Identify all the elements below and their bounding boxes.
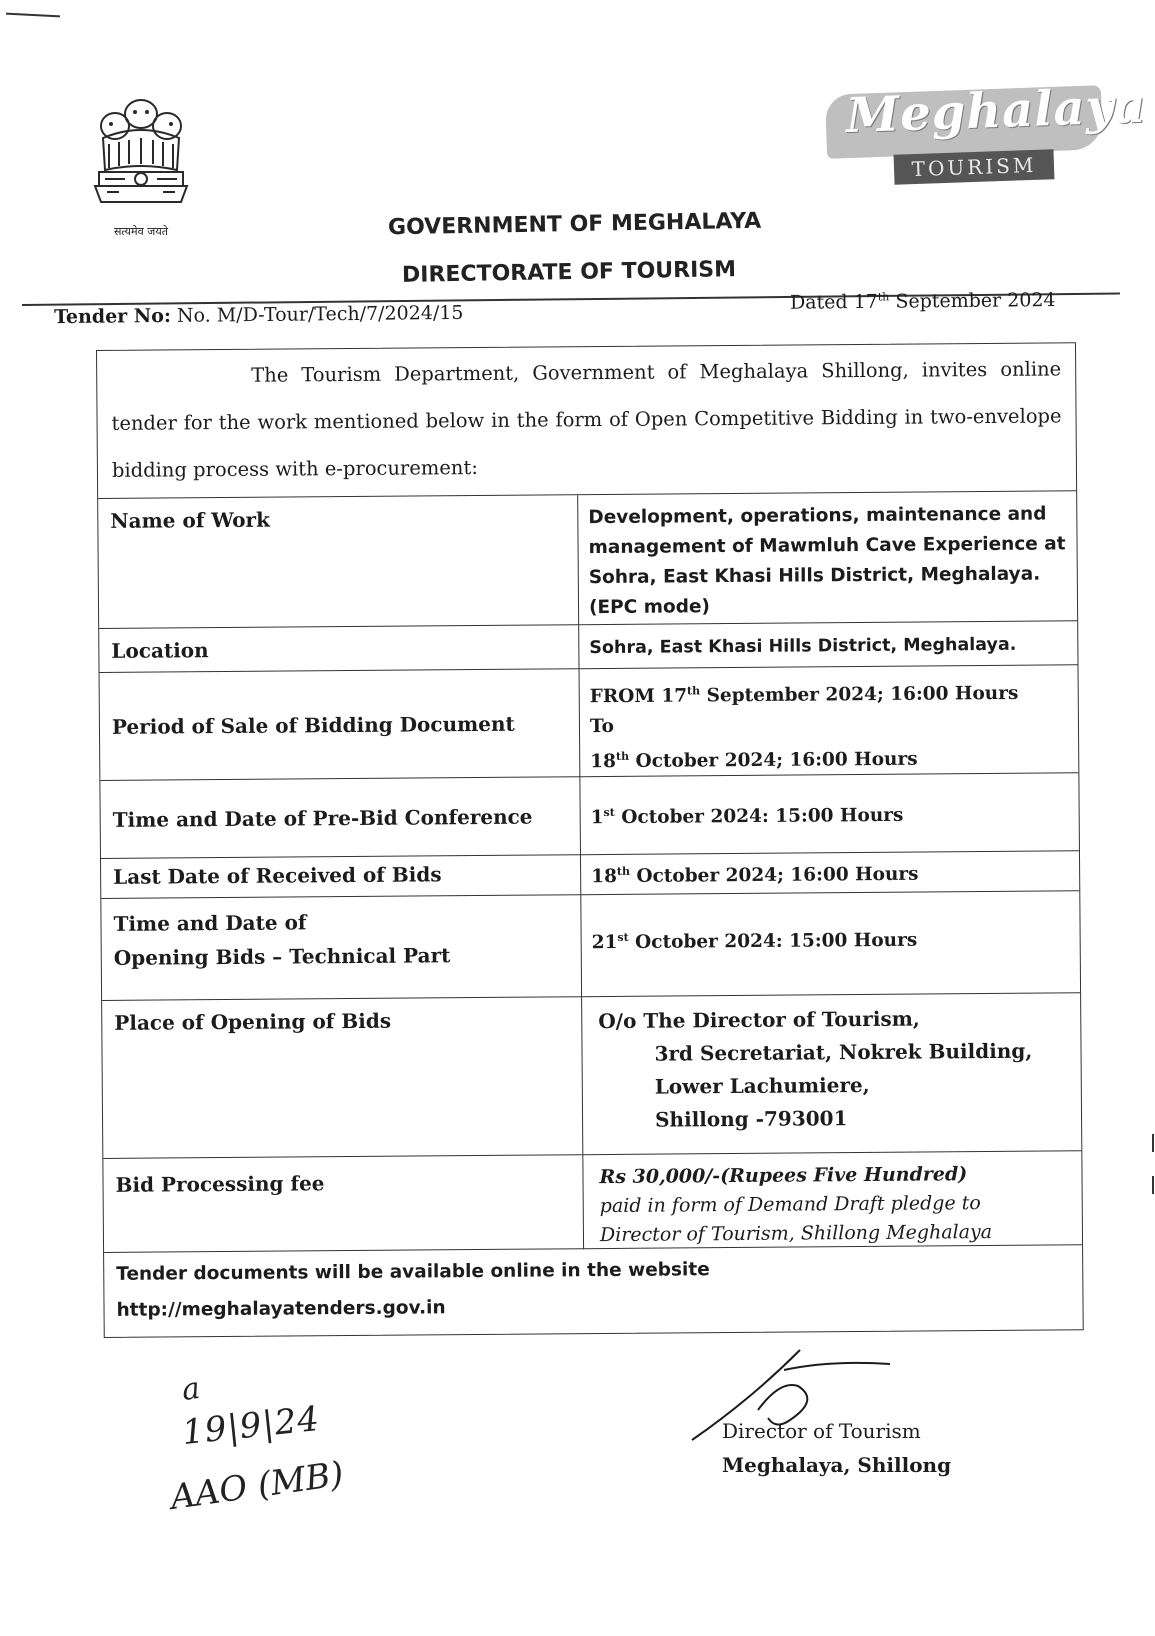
handwritten-initial: a bbox=[179, 1370, 203, 1409]
footer-note bbox=[104, 1245, 1083, 1337]
opening-label-1: Time and Date of bbox=[113, 910, 307, 936]
sale-to: To bbox=[589, 716, 615, 738]
sale-from-a: FROM 17 bbox=[589, 685, 688, 708]
signature-designation: Director of Tourism bbox=[722, 1419, 921, 1443]
tender-no-value: No. M/D-Tour/Tech/7/2024/15 bbox=[176, 301, 464, 327]
row-value-sale bbox=[580, 665, 1079, 777]
scan-mark bbox=[6, 13, 60, 18]
directorate-heading: DIRECTORATE OF TOURISM bbox=[401, 257, 737, 288]
fee-line-2: paid in form of Demand Draft pledge to bbox=[599, 1192, 981, 1218]
place-line-1: O/o The Director of Tourism, bbox=[598, 1006, 920, 1034]
row-value-work: Development, operations, maintenance and management of Mawmluh Cave Experience at Sohra, East Khasi Hills District, Meghalaya.(EPC mode) bbox=[578, 491, 1077, 625]
handwritten-annotation bbox=[160, 1370, 360, 1530]
prebid-b: October 2024: 15:00 Hours bbox=[614, 804, 904, 829]
prebid-sup: st bbox=[603, 805, 615, 819]
sale-until bbox=[590, 739, 1068, 778]
row-label-opening bbox=[101, 895, 582, 1001]
sale-until-b: October 2024; 16:00 Hours bbox=[629, 748, 918, 773]
row-label-fee: Bid Processing fee bbox=[103, 1155, 584, 1253]
lion-capital-icon bbox=[85, 92, 197, 220]
opening-sup: st bbox=[617, 930, 629, 944]
row-label-location: Location bbox=[99, 625, 579, 673]
logo-subtitle: TOURISM bbox=[894, 149, 1055, 185]
handwritten-date: 19|9|24 bbox=[180, 1398, 322, 1454]
row-value-place bbox=[582, 993, 1081, 1155]
tender-table bbox=[96, 342, 1084, 1360]
row-value-lastdate bbox=[581, 851, 1079, 895]
row-label-prebid: Time and Date of Pre-Bid Conference bbox=[100, 777, 581, 859]
government-heading: GOVERNMENT OF MEGHALAYA bbox=[387, 208, 762, 241]
logo-script-text: Meghalaya bbox=[845, 77, 1148, 145]
scan-mark bbox=[1152, 1134, 1154, 1152]
row-value-opening bbox=[581, 891, 1080, 997]
lastdate-sup: th bbox=[616, 864, 631, 878]
scan-mark bbox=[1152, 1176, 1154, 1194]
prebid-a: 1 bbox=[590, 807, 604, 829]
intro-paragraph bbox=[97, 343, 1076, 499]
row-label-lastdate: Last Date of Received of Bids bbox=[101, 855, 581, 899]
sale-until-sup: th bbox=[615, 749, 630, 764]
date-sup: th bbox=[877, 290, 890, 304]
signature-block bbox=[722, 1414, 951, 1482]
tender-date bbox=[790, 289, 1056, 314]
fee-line-3: Director of Tourism, Shillong Meghalaya bbox=[599, 1220, 993, 1247]
fee-line-1: Rs 30,000/-(Rupees Five Hundred) bbox=[599, 1163, 968, 1189]
national-emblem bbox=[80, 92, 202, 252]
signature-place: Meghalaya, Shillong bbox=[722, 1453, 952, 1477]
intro-text: The Tourism Department, Government of Meghalaya Shillong, invites online tender for the work mentioned below in the form of Open Competitive Bidding in two-envelope bidding process with e-procurement: bbox=[111, 357, 1062, 482]
footer-line-1: Tender documents will be available online in the website bbox=[116, 1259, 710, 1285]
lastdate-b: October 2024; 16:00 Hours bbox=[629, 863, 919, 887]
place-line-4: Shillong -793001 bbox=[654, 1106, 848, 1132]
handwritten-note: AAO (MB) bbox=[168, 1454, 347, 1518]
footer-website: http://meghalayatenders.gov.in bbox=[116, 1297, 446, 1321]
emblem-motto: सत्यमेव जयते bbox=[113, 225, 168, 238]
tender-label: Tender No: bbox=[53, 304, 172, 329]
row-value-fee bbox=[583, 1151, 1082, 1249]
sale-until-a: 18 bbox=[590, 751, 617, 773]
opening-label-2: Opening Bids – Technical Part bbox=[113, 943, 451, 970]
sale-from bbox=[590, 673, 1068, 712]
sale-from-b: September 2024; 16:00 Hours bbox=[700, 682, 1019, 707]
row-label-work: Name of Work bbox=[98, 495, 579, 629]
opening-b: October 2024: 15:00 Hours bbox=[628, 929, 918, 953]
place-line-3: Lower Lachumiere, bbox=[654, 1072, 870, 1099]
row-label-place: Place of Opening of Bids bbox=[102, 997, 583, 1159]
opening-a: 21 bbox=[591, 932, 618, 954]
date-suffix: September 2024 bbox=[889, 288, 1056, 313]
row-label-sale: Period of Sale of Bidding Document bbox=[100, 669, 581, 781]
place-line-2: 3rd Secretariat, Nokrek Building, bbox=[654, 1038, 1033, 1066]
sale-from-sup: th bbox=[686, 684, 701, 698]
tender-number bbox=[54, 302, 464, 328]
row-value-location: Sohra, East Khasi Hills District, Meghalaya. bbox=[579, 621, 1077, 669]
date-prefix: Dated 17 bbox=[789, 290, 878, 314]
meghalaya-tourism-logo bbox=[826, 77, 1148, 192]
lastdate-a: 18 bbox=[591, 866, 617, 888]
row-value-prebid bbox=[580, 773, 1079, 855]
